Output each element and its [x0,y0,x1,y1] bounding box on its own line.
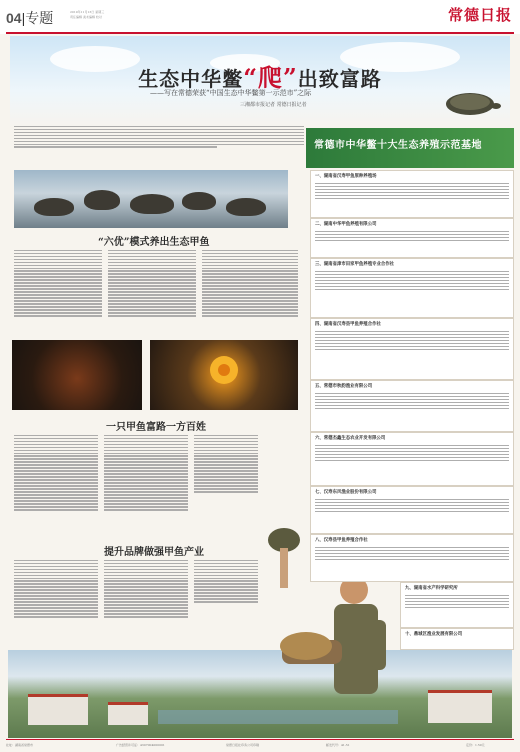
section-2-col-2 [104,433,188,512]
food-photo-1 [12,340,142,410]
sidebar-entry-title: 二、湖南中华甲鱼养殖有限公司 [315,222,377,227]
subtitle: ——写在常德荣获“中国生态中华鳖第一示范市”之际 [150,89,312,97]
food-photo-2 [150,340,298,410]
page-header [0,0,520,34]
sidebar-entry-title: 四、湖南省汉寿县甲鱼养殖合作社 [315,322,381,327]
sidebar-entry [310,258,514,318]
footer-license: 广告经营许可证：4307004000001 [116,743,165,747]
section-1-title: “六优”模式养出生态甲鱼 [98,237,210,248]
sidebar-entry-title: 五、常德市秋韵渔业有限公司 [315,384,373,389]
sidebar-entry [310,534,514,582]
sidebar-entry [310,486,514,534]
footer-postal-code: 邮发代号：41-51 [326,743,350,747]
turtle-photo [14,170,288,228]
page-number: 04|专题 [6,10,54,26]
footer-address: 社址：湖南省常德市 [6,743,34,747]
header-info-line2: 责任编辑 美术编辑 校对 [70,15,102,19]
section-2-title: 一只甲鱼富路一方百姓 [106,422,206,433]
header-info-line1: 2019年11月13日 星期三 [70,10,105,14]
sidebar-entry-title: 八、汉寿县甲鱼养殖合作社 [315,538,368,543]
sidebar-entry [310,318,514,380]
sidebar-entry [400,628,514,650]
section-3-col-2 [104,558,188,619]
sidebar-entry-title: 三、湖南省津市田家甲鱼养殖专业合作社 [315,262,395,267]
sidebar-title: 常德市中华鳖十大生态养殖示范基地 [314,140,482,151]
section-1-col-3 [202,248,298,318]
section-3-col-1 [14,558,98,619]
sidebar-entry-title: 十、鼎城区渔业发展有限公司 [405,632,463,637]
section-1-col-1 [14,248,102,318]
section-2-col-1 [14,433,98,512]
sidebar-entry [310,170,514,218]
sidebar-banner [306,128,514,168]
sidebar-entry-title: 一、湖南省汉寿甲鱼原种养殖场 [315,174,377,179]
sidebar-entry [310,218,514,258]
sidebar-entry [310,432,514,486]
sidebar-entry-title: 六、常德杰鑫生态农业开发有限公司 [315,436,386,441]
section-3-col-3 [194,558,258,604]
sidebar-entry [310,380,514,432]
newspaper-logo: 常德日报 [447,6,512,24]
byline: 三湘都市报记者 常德日报记者 [240,102,307,108]
footer-printer: 常德日报社印务公司印刷 [226,743,260,747]
section-3-title: 提升品牌做强甲鱼产业 [104,547,204,558]
sidebar-entry [400,582,514,628]
section-2-col-3 [194,433,258,494]
header-rule [6,32,514,34]
footer-price: 定价：1.50元 [466,743,485,747]
intro-paragraph [14,124,304,164]
headline: 生态中华鳖“爬”出致富路 [138,63,382,92]
page-footer [6,739,514,751]
section-1-col-2 [108,248,196,318]
aerial-photo [8,650,512,738]
sidebar-entry-title: 九、湖南省水产科学研究所 [405,586,458,591]
sidebar-entry-title: 七、汉寿东风渔业股份有限公司 [315,490,377,495]
